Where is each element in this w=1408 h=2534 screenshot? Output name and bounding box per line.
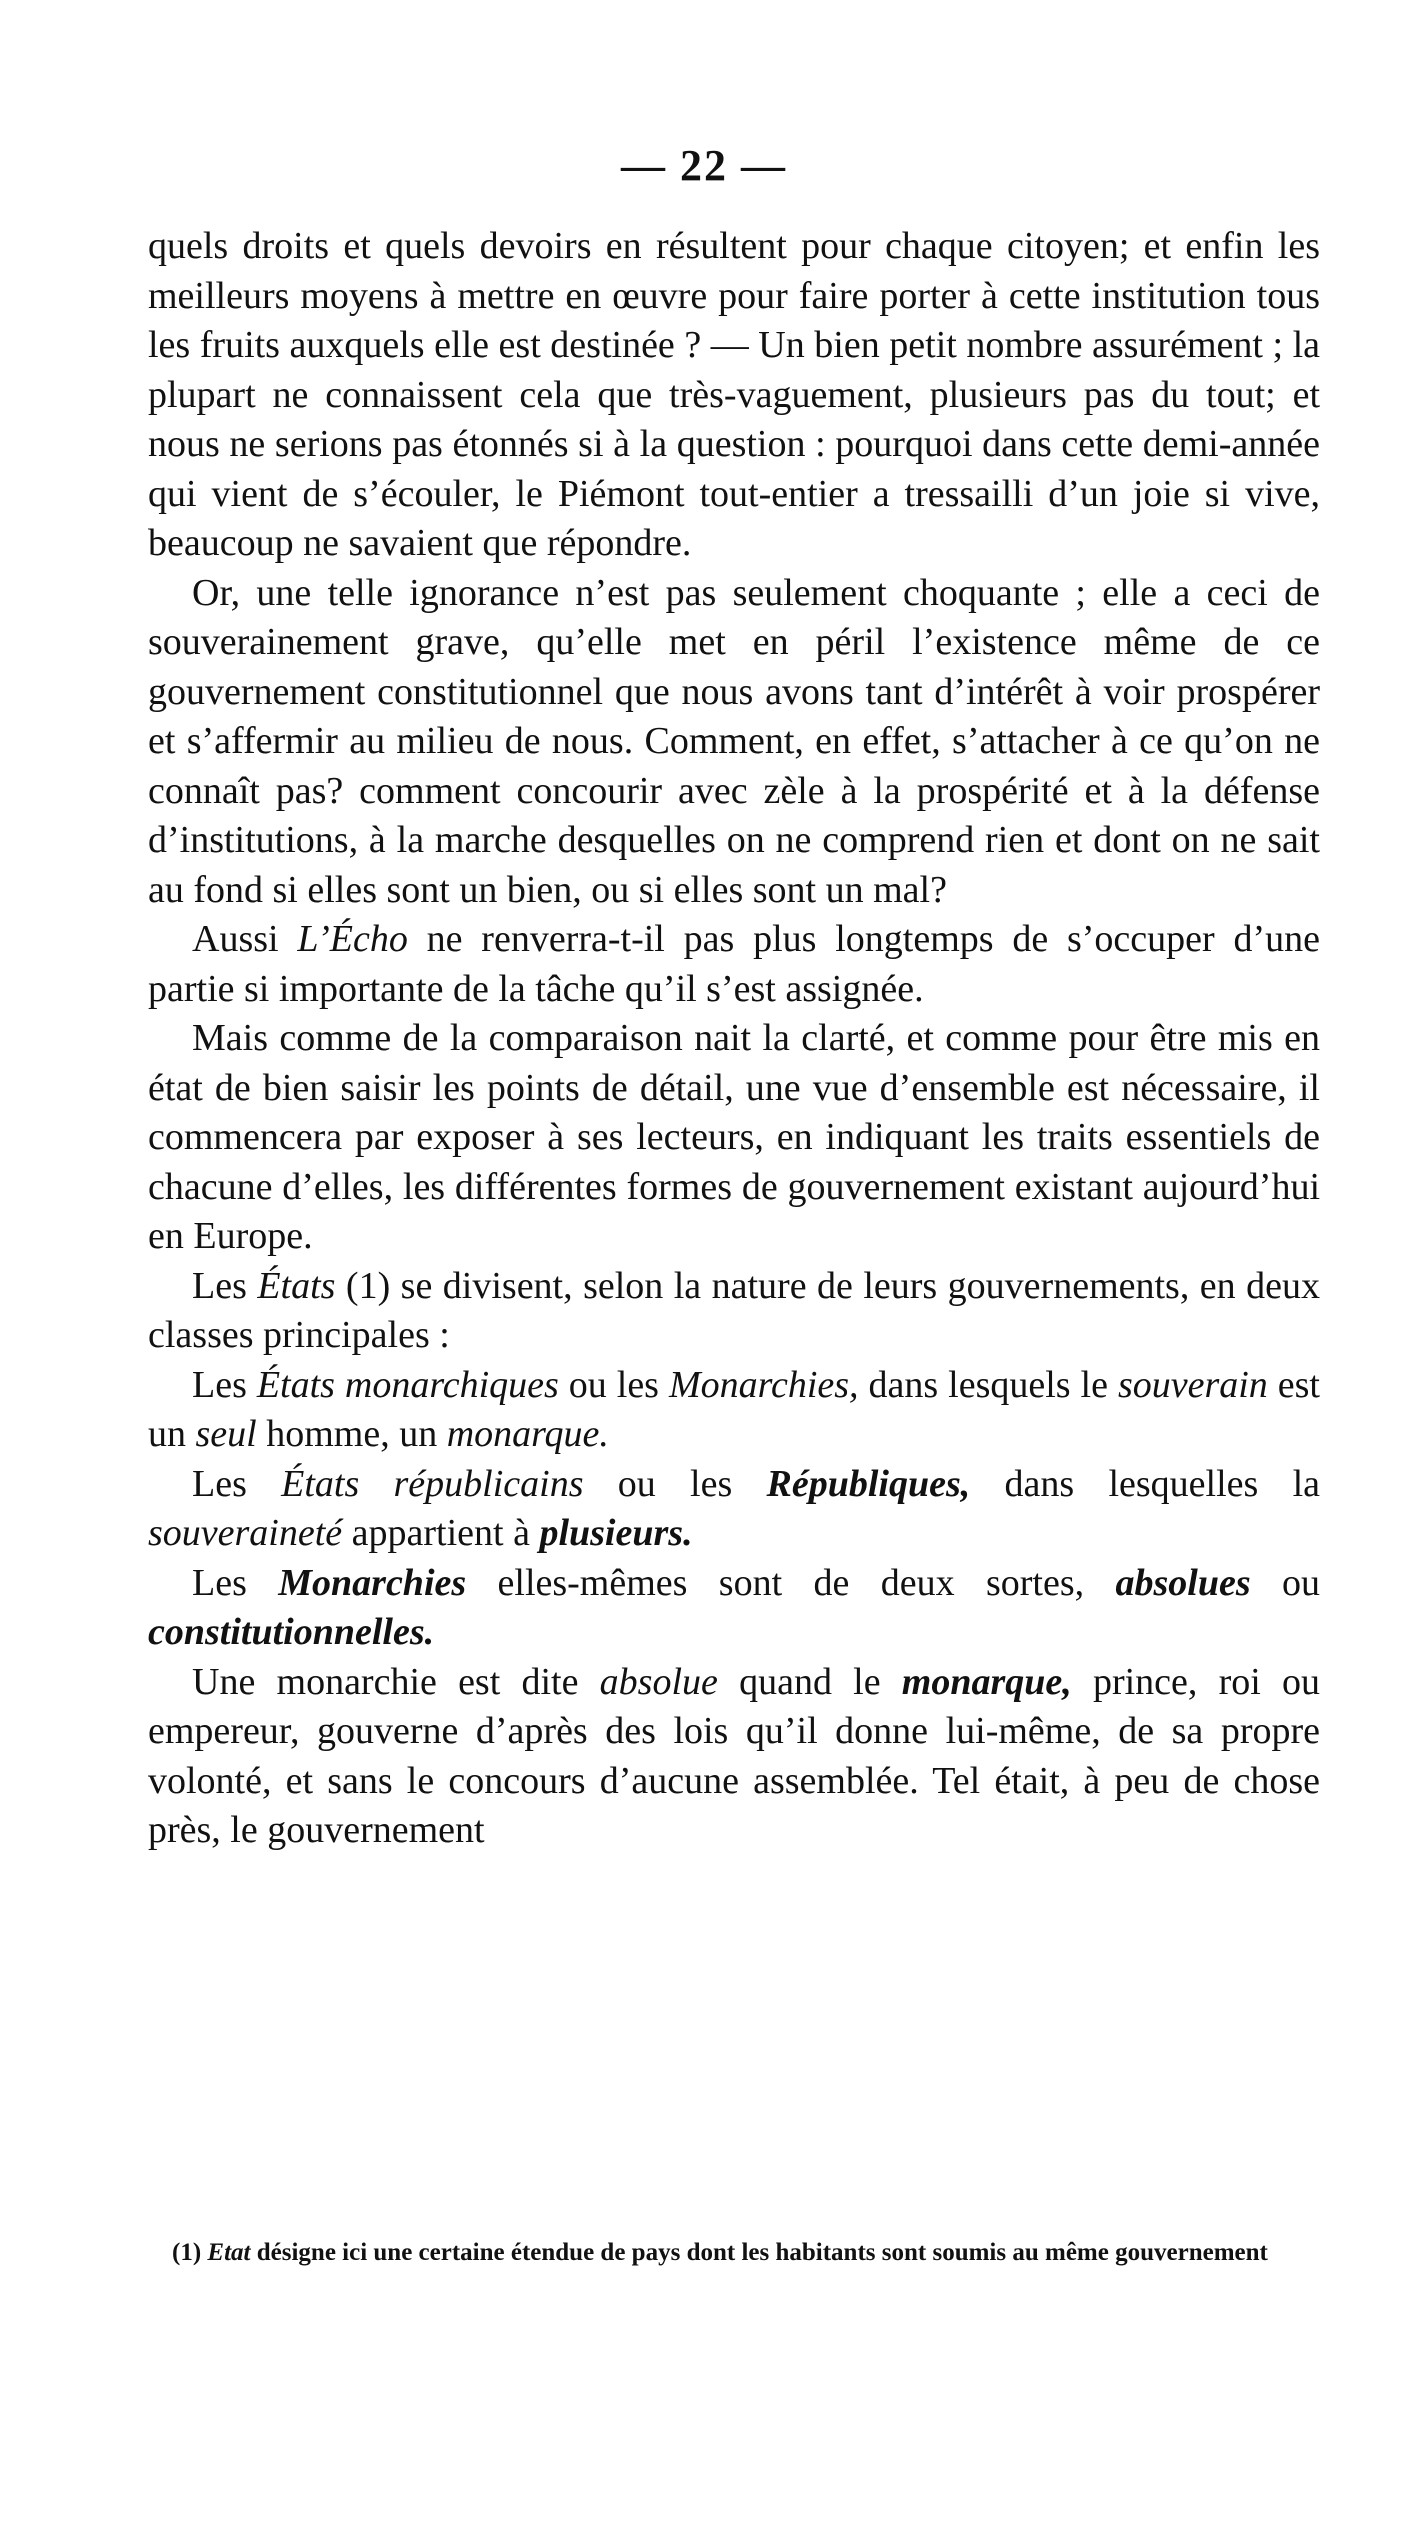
text-run: (1) se divisent, selon la nature de leurs gouvernements, en deux classes principales : — [148, 1264, 1320, 1356]
text-run: dans lesquels le — [858, 1363, 1118, 1406]
italic-text: constitutionnelles. — [148, 1611, 435, 1653]
text-run: est un — [148, 1363, 1320, 1455]
italic-text: monarque. — [446, 1413, 609, 1455]
italic-text: Etat — [207, 2239, 251, 2266]
text-run: quels droits et quels devoirs en résultent pour chaque citoyen; et enfin les meilleurs moyens à mettre en œuvre pour faire porter à cette institution tous les fruits auxquels elle est destinée ? — Un bien petit nombre assurément ; la plupart ne connaissent cela que très-vaguement, plusieurs pas du tout; et nous ne serions pas étonnés si à la question : pourquoi dans cette demi-année qui vient de s’écouler, le Piémont tout-entier a tressailli d’un joie si vive, beaucoup ne savaient que répondre. — [148, 225, 1320, 564]
italic-text: plusieurs. — [539, 1512, 693, 1554]
italic-text: États républicains — [281, 1462, 584, 1505]
text-run: appartient à — [342, 1512, 540, 1554]
text-run: Les — [192, 1561, 279, 1604]
text-run: ou — [1250, 1561, 1320, 1604]
text-run: ou les — [558, 1363, 669, 1406]
text-run: prince, roi ou empereur, gouverne d’après des lois qu’il donne lui-même, de sa propre volonté, et sans le concours d’aucune assemblée. Tel était, à peu de chose près, le gouvernement — [148, 1660, 1321, 1851]
text-run: Les — [192, 1264, 258, 1307]
text-run: Or, une telle ignorance n’est pas seulement choquante ; elle a ceci de souverainement grave, qu’elle met en péril l’existence même de ce gouvernement constitutionnel que nous avons tant d’intérêt à voir prospérer et s’affermir au milieu de nous. Comment, en effet, s’attacher à ce qu’on ne connaît pas? comment concourir avec zèle à la prospérité et à la défense d’institutions, à la marche desquelles on ne comprend rien et dont on ne sait au fond si elles sont un bien, ou si elles sont un mal? — [148, 571, 1320, 911]
paragraph — [148, 1014, 1320, 1262]
text-run: quand le — [717, 1660, 902, 1703]
italic-text: seul — [195, 1413, 257, 1455]
text-run: désigne ici une certaine étendue de pays dont les habitants sont soumis au même gouvernement — [250, 2239, 1268, 2266]
text-run: Les — [192, 1462, 282, 1505]
paragraph — [148, 1559, 1320, 1658]
page-number: — 22 — — [621, 141, 787, 190]
italic-text: États monarchiques — [256, 1363, 559, 1406]
italic-text: absolue — [599, 1660, 718, 1703]
paragraph — [148, 1262, 1320, 1361]
italic-text: États — [257, 1264, 336, 1307]
text-run: (1) — [172, 2239, 208, 2266]
text-run: Mais comme de la comparaison nait la clarté, et comme pour être mis en état de bien saisir les points de détail, une vue d’ensemble est nécessaire, il commencera par exposer à ses lecteurs, en indiquant les traits essentiels de chacune d’elles, les différentes formes de gouvernement existant aujourd’hui en Europe. — [148, 1017, 1320, 1257]
text-run: Aussi — [192, 918, 298, 960]
italic-text: absolues — [1115, 1561, 1251, 1604]
text-run: ou les — [583, 1462, 767, 1505]
text-run: elles-mêmes sont de deux sortes, — [466, 1561, 1116, 1604]
paragraph — [148, 1460, 1320, 1559]
text-run: homme, un — [256, 1413, 447, 1455]
italic-text: monarque, — [901, 1660, 1072, 1703]
italic-text: souveraineté — [148, 1512, 343, 1554]
paragraph — [148, 222, 1320, 569]
italic-text: L’Écho — [297, 918, 408, 960]
text-run: Une monarchie est dite — [192, 1660, 600, 1703]
body-text — [148, 222, 1320, 1856]
paragraph — [148, 1658, 1320, 1856]
text-run: Les — [192, 1363, 257, 1406]
footnote — [148, 2237, 1320, 2268]
paragraph — [148, 569, 1320, 916]
paragraph — [148, 915, 1320, 1014]
paragraph — [148, 1361, 1320, 1460]
italic-text: Républiques, — [766, 1462, 971, 1505]
text-run: ne renverra-t-il pas plus longtemps de s’occuper d’une partie si importante de la tâche qu’il s’est assignée. — [148, 918, 1320, 1010]
text-run: dans lesquelles la — [970, 1462, 1320, 1505]
italic-text: souverain — [1117, 1363, 1268, 1406]
italic-text: Monarchies — [278, 1561, 467, 1604]
italic-text: Monarchies, — [668, 1363, 859, 1406]
